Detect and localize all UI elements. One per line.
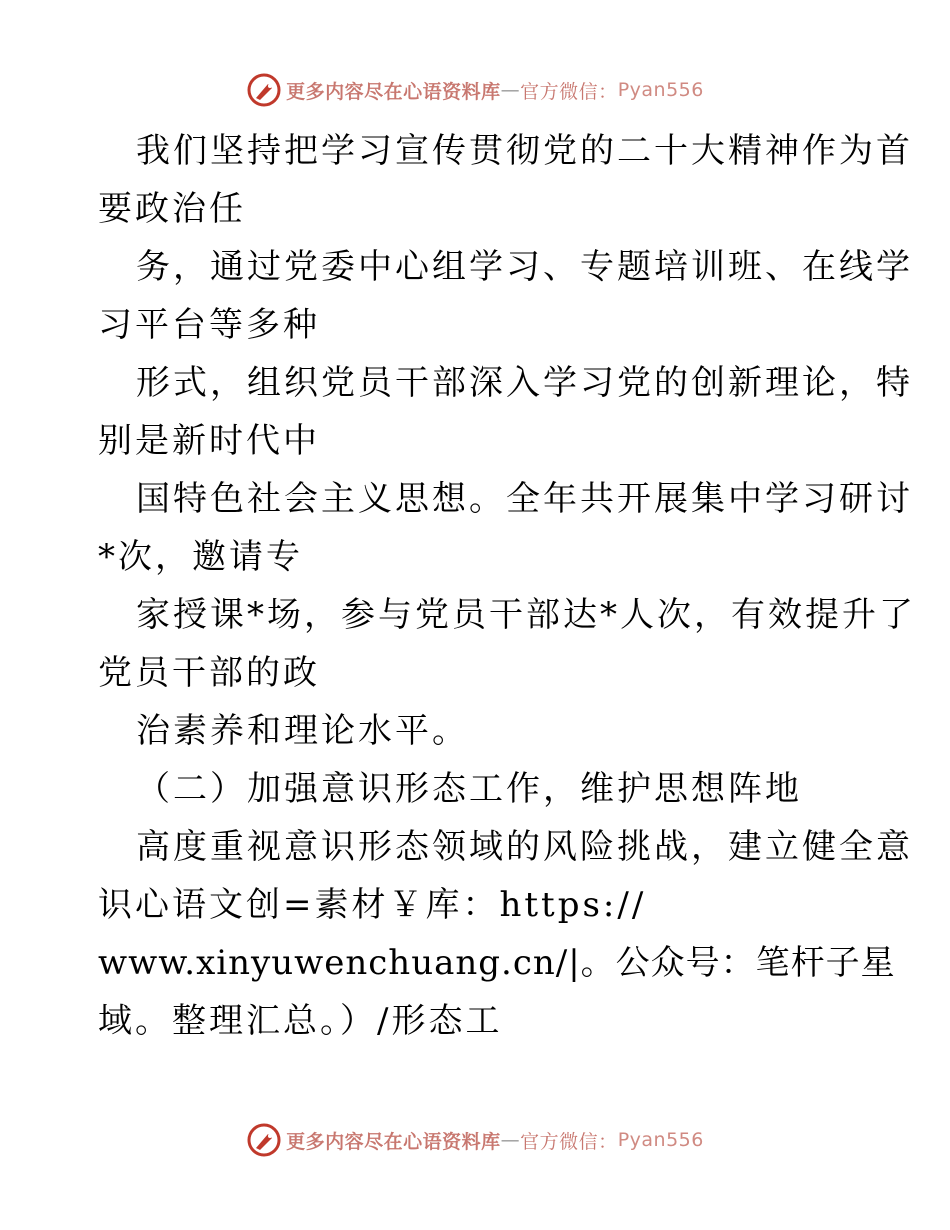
text-line: 形式，组织党员干部深入学习党的创新理论，特 (136, 363, 913, 403)
text-line: 别是新时代中 (98, 421, 320, 461)
text-line: 务，通过党委中心组学习、专题培训班、在线学 (136, 247, 913, 287)
header-watermark-banner (0, 70, 950, 110)
document-body (98, 122, 916, 1050)
text-line: 要政治任 (98, 189, 246, 229)
wechat-id: Pyan556 (617, 1129, 704, 1151)
wechat-id: Pyan556 (617, 79, 704, 101)
text-line: 高度重视意识形态领域的风险挑战，建立健全意 (136, 827, 913, 867)
text-line: *次，邀请专 (98, 537, 303, 577)
footer-watermark-banner (0, 1120, 950, 1160)
text-line: www.xinyuwenchuang.cn/|。公众号：笔杆子星 (98, 943, 896, 983)
text-line: 党员干部的政 (98, 653, 320, 693)
text-line: 治素养和理论水平。 (136, 711, 469, 751)
site-name: 更多内容尽在心语资料库 (286, 1130, 501, 1153)
section-heading: （二）加强意识形态工作，维护思想阵地 (136, 769, 802, 809)
text-line: 习平台等多种 (98, 305, 320, 345)
banner-separator: — (500, 79, 521, 101)
fountain-pen-seal-icon (246, 1122, 282, 1158)
text-line: 域。整理汇总。）/形态工 (98, 1001, 503, 1041)
wechat-label: 官方微信： (520, 1130, 618, 1153)
text-line: 国特色社会主义思想。全年共开展集中学习研讨 (136, 479, 913, 519)
wechat-label: 官方微信： (520, 80, 618, 103)
text-line: 家授课*场，参与党员干部达*人次，有效提升了 (136, 595, 916, 635)
text-line: 识心语文创=素材￥库：https:// (98, 885, 647, 925)
text-line: 我们坚持把学习宣传贯彻党的二十大精神作为首 (136, 131, 913, 171)
banner-separator: — (500, 1129, 521, 1151)
fountain-pen-seal-icon (246, 72, 282, 108)
site-name: 更多内容尽在心语资料库 (286, 80, 501, 103)
